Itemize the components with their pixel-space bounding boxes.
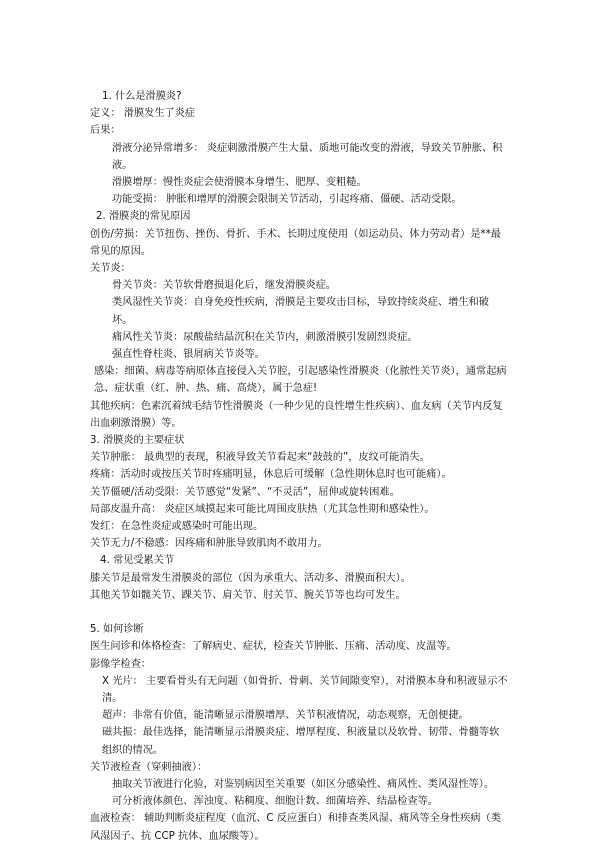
symptom-item: 发红：在急性炎症或感染时可能出现。 [90, 521, 264, 533]
joint-others: 其他关节如髋关节、踝关节、肩关节、肘关节、腕关节等也均可发生。 [90, 589, 406, 601]
joint-knee: 膝关节是最常发生滑膜炎的部位（因为承重大、活动多、滑膜面积大）。 [90, 572, 411, 584]
cause-other: 其他疾病：色素沉着绒毛结节性滑膜炎（一种少见的良性增生性疾病）、血友病（关节内反复出血刺激滑膜）等。 [90, 400, 503, 429]
document-body [90, 88, 508, 845]
section-gap [90, 604, 508, 621]
cause-trauma: 创伤/劳损：关节扭伤、挫伤、骨折、手术、长期过度使用（如运动员、体力劳动者）是**最常见的原因。 [90, 228, 501, 257]
section-2-title: 2. 滑膜炎的常见原因 [96, 211, 191, 223]
consequence-item: 滑液分泌异常增多： 炎症刺激滑膜产生大量、质地可能改变的滑液，导致关节肿胀、积液。 [112, 142, 503, 171]
symptom-item: 关节无力/不稳感：因疼痛和肿胀导致肌肉不敢用力。 [90, 538, 328, 550]
arthritis-item: 骨关节炎：关节软骨磨损退化后，继发滑膜炎症。 [112, 280, 337, 292]
imaging-ultrasound: 超声：非常有价值，能清晰显示滑膜增厚、关节积液情况，动态观察，无创便捷。 [102, 710, 469, 722]
section-3-title: 3. 滑膜炎的主要症状 [90, 435, 185, 447]
imaging-xray: X 光片： 主要看骨头有无问题（如骨折、骨刺、关节间隙变窄），对滑膜本身和积液显示不清。 [102, 675, 508, 704]
blood-test: 血液检查： 辅助判断炎症程度（血沉、C 反应蛋白）和排查类风湿、痛风等全身性疾病（类风湿因子、抗 CCP 抗体、血尿酸等）。 [90, 813, 501, 842]
diagnosis-exam: 医生问诊和体格检查：了解病史、症状，检查关节肿胀、压痛、活动度、皮温等。 [90, 641, 457, 653]
consequences-label: 后果： [90, 125, 121, 137]
imaging-label: 影像学检查： [90, 658, 152, 670]
arthritis-item: 强直性脊柱炎、银屑病关节炎等。 [112, 349, 265, 361]
consequence-item: 功能受损： 肿胀和增厚的滑膜会限制关节活动，引起疼痛、僵硬、活动受限。 [112, 194, 462, 206]
symptom-item: 疼痛：活动时或按压关节时疼痛明显，休息后可缓解（急性期休息时也可能痛）。 [90, 469, 452, 481]
symptom-item: 关节僵硬/活动受限：关节感觉“发紧”、“不灵活”，屈伸或旋转困难。 [90, 486, 400, 498]
consequence-item: 滑膜增厚：慢性炎症会使滑膜本身增生、肥厚、变粗糙。 [112, 177, 367, 189]
section-4-title: 4. 常见受累关节 [100, 555, 175, 567]
symptom-item: 局部皮温升高： 炎症区域摸起来可能比周围皮肤热（尤其急性期和感染性）。 [90, 503, 435, 515]
imaging-mri: 磁共振：最佳选择，能清晰显示滑膜炎症、增厚程度、积液量以及软骨、韧带、骨髓等软组织的情况。 [102, 727, 500, 756]
arthritis-item: 痛风性关节炎：尿酸盐结晶沉积在关节内，刺激滑膜引发剧烈炎症。 [112, 331, 418, 343]
symptom-item: 关节肿胀： 最典型的表现，积液导致关节看起来“鼓鼓的”，皮纹可能消失。 [90, 452, 430, 464]
definition-line: 定义： 滑膜发生了炎症 [90, 108, 196, 120]
section-5-title: 5. 如何诊断 [90, 624, 144, 636]
cause-infection: 感染：细菌、病毒等病原体直接侵入关节腔，引起感染性滑膜炎（化脓性关节炎），通常起病急、症状重（红、肿、热、痛、高烧），属于急症! [94, 366, 507, 395]
fluid-label: 关节液检查（穿刺抽液）： [90, 761, 208, 773]
fluid-item: 抽取关节液进行化验，对鉴别病因至关重要（如区分感染性、痛风性、类风湿性等）。 [112, 778, 495, 790]
section-1-title: 1. 什么是滑膜炎? [102, 91, 182, 102]
arthritis-label: 关节炎： [90, 263, 131, 275]
fluid-item: 可分析液体颜色、浑浊度、粘稠度、细胞计数、细菌培养、结晶检查等。 [112, 796, 438, 808]
arthritis-item: 类风湿性关节炎：自身免疫性疾病，滑膜是主要攻击目标，导致持续炎症、增生和破坏。 [112, 297, 489, 326]
